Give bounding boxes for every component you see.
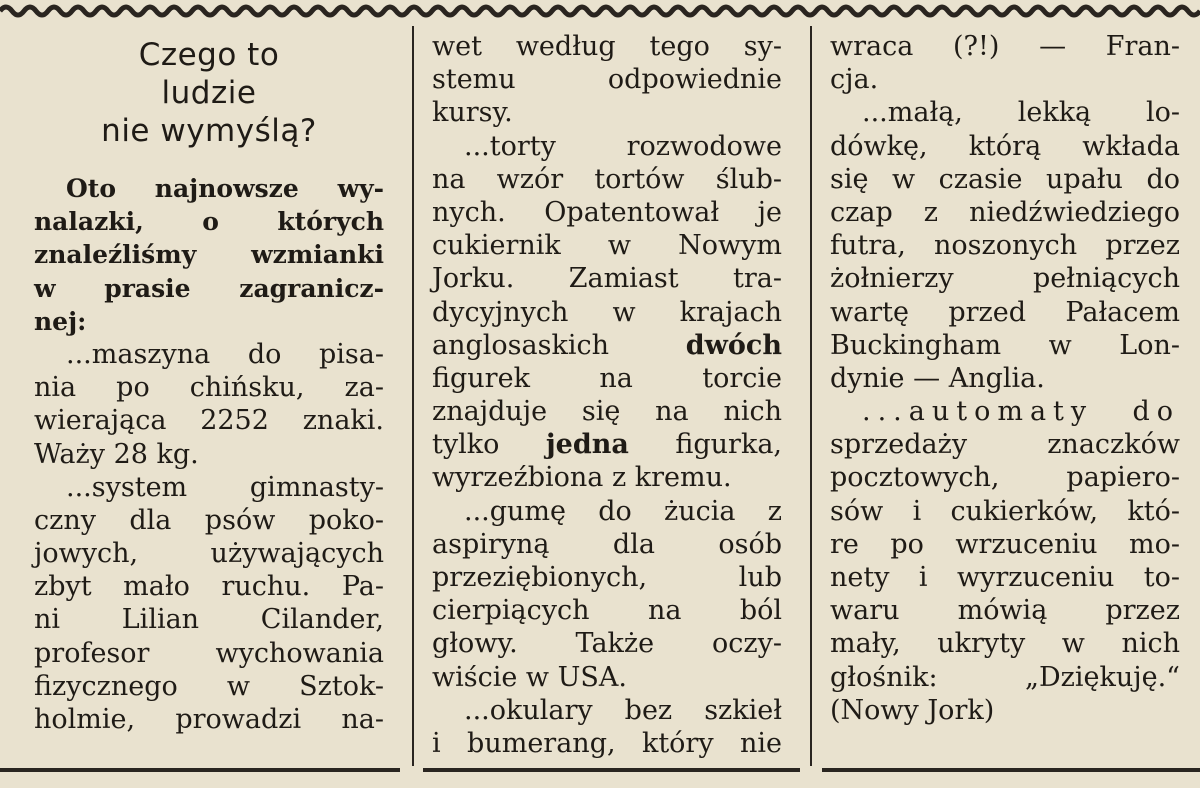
article-headline xyxy=(34,36,384,150)
text-line: wraca (?!) — Fran- xyxy=(830,31,1180,62)
text-line: głośnik: „Dziękuję.“ xyxy=(830,661,1180,693)
bottom-rule-1 xyxy=(0,768,400,772)
column-2-text xyxy=(432,30,782,760)
text-line: zbyt mało ruchu. Pa- xyxy=(34,571,384,603)
text-line: wiście w USA. xyxy=(432,661,627,693)
text-line: wyrzeźbiona z kremu. xyxy=(432,462,732,494)
text-line: wartę przed Pałacem xyxy=(830,296,1180,328)
text-line: i bumerang, który nie xyxy=(432,727,782,759)
column-divider-2 xyxy=(810,26,812,766)
text-line: futra, noszonych przez xyxy=(830,230,1180,262)
text-line: przeziębionych, lub xyxy=(432,562,782,593)
text-line: ...małą, lekką lo- xyxy=(862,97,1180,129)
text-line: nety i wyrzuceniu to- xyxy=(830,562,1180,593)
column-3 xyxy=(830,30,1180,727)
column-2 xyxy=(432,30,782,760)
bottom-rule-3 xyxy=(822,768,1200,772)
text-line: cja. xyxy=(830,64,879,96)
text-line: re po wrzuceniu mo- xyxy=(830,528,1180,560)
text-line: ...gumę do żucia z xyxy=(464,495,782,527)
text-line: wet według tego sy- xyxy=(432,31,782,62)
text-line: kursy. xyxy=(432,97,513,129)
emphasis-word: dwóch xyxy=(685,329,782,361)
text-line: ...torty rozwodowe xyxy=(464,130,782,162)
emphasis-word: jedna xyxy=(545,429,629,461)
text-line: mały, ukryty w nich xyxy=(830,628,1180,660)
text-line: ...maszyna do pisa- xyxy=(66,338,384,370)
text-line: nych. Opatentował je xyxy=(432,196,782,228)
text-line: dówkę, którą wkłada xyxy=(830,130,1180,162)
text-line: znaleźliśmy wzmianki xyxy=(34,240,384,270)
text-line: ...automaty do xyxy=(862,396,1180,428)
text-line: sprzedaży znaczków xyxy=(830,429,1180,461)
text-line: cierpiących na ból xyxy=(432,595,782,627)
text-line: dynie — Anglia. xyxy=(830,362,1045,394)
text-line: nej: xyxy=(34,306,87,336)
bottom-rule-2 xyxy=(423,768,800,772)
column-1 xyxy=(34,28,384,736)
text-line: waru mówią przez xyxy=(830,595,1180,627)
text-line: jowych, używających xyxy=(34,538,384,570)
text-line: żołnierzy pełniących xyxy=(830,263,1180,295)
text-line: na wzór tortów ślub- xyxy=(432,163,782,195)
text-line: (Nowy Jork) xyxy=(830,694,995,726)
text-line: dycyjnych w krajach xyxy=(432,296,782,328)
text-line: pocztowych, papiero- xyxy=(830,462,1180,494)
text-line: Jorku. Zamiast tra- xyxy=(432,263,782,295)
text-line: holmie, prowadzi na- xyxy=(34,704,384,735)
text-line: Buckingham w Lon- xyxy=(830,329,1180,361)
text-line: czap z niedźwiedziego xyxy=(830,196,1180,228)
text-line: się w czasie upału do xyxy=(830,163,1180,195)
text-line: fizycznego w Sztok- xyxy=(34,670,384,702)
text-line: Oto najnowsze wy- xyxy=(66,174,384,203)
headline-line: Czego to xyxy=(138,37,280,73)
wavy-border-ornament xyxy=(0,0,1200,22)
column-3-text xyxy=(830,30,1180,727)
text-line: nia po chińsku, za- xyxy=(34,372,384,404)
text-line: stemu odpowiednie xyxy=(432,64,782,96)
column-divider-1 xyxy=(412,26,414,766)
text-line: czny dla psów poko- xyxy=(34,504,384,536)
text-line: profesor wychowania xyxy=(34,637,384,669)
text-line: ...system gimnasty- xyxy=(66,471,384,503)
text-line: w prasie zagranicz- xyxy=(34,273,384,303)
text-line: anglosaskich dwóch xyxy=(432,329,782,361)
text-line: cukiernik w Nowym xyxy=(432,230,782,262)
text-line: aspiryną dla osób xyxy=(432,528,782,560)
headline-line: nie wymyślą? xyxy=(101,113,317,149)
text-line: głowy. Także oczy- xyxy=(432,628,782,660)
text-line: Waży 28 kg. xyxy=(34,438,199,470)
column-1-text xyxy=(34,172,384,736)
text-line: ni Lilian Cilander, xyxy=(34,604,384,636)
headline-line: ludzie xyxy=(161,75,257,111)
text-line: figurek na torcie xyxy=(432,362,782,394)
text-line: wierająca 2252 znaki. xyxy=(34,405,384,437)
text-line: tylko jedna figurka, xyxy=(432,429,783,461)
text-line: znajduje się na nich xyxy=(432,396,782,428)
text-line: ...okulary bez szkieł xyxy=(464,694,782,726)
text-line: nalazki, o których xyxy=(34,207,384,237)
text-line: sów i cukierków, któ- xyxy=(830,495,1180,527)
